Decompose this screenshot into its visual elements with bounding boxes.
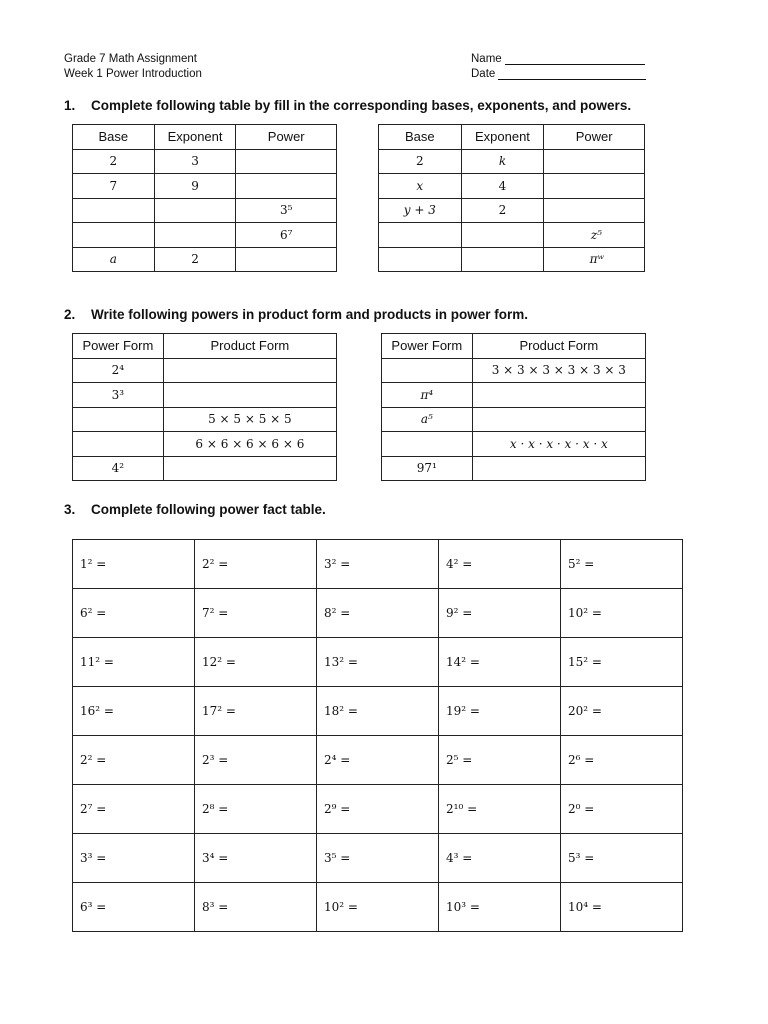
power-fact-cell[interactable]: 7² = [195, 589, 317, 638]
table-row [73, 638, 683, 687]
power-fact-cell[interactable]: 19² = [439, 687, 561, 736]
power-fact-cell[interactable]: 2⁴ = [317, 736, 439, 785]
question-number: 2. [64, 307, 76, 322]
power-cell: πʷ [544, 247, 645, 272]
power-fact-cell[interactable]: 4³ = [439, 834, 561, 883]
power-fact-cell[interactable]: 8² = [317, 589, 439, 638]
question-text: Complete following table by fill in the corresponding bases, exponents, and powers. [91, 98, 632, 113]
question-1 [64, 98, 631, 113]
power-form-cell: π⁴ [382, 383, 473, 408]
header-product-form: Product Form [472, 334, 645, 359]
q2-right-table [381, 333, 646, 481]
base-cell: 2 [73, 149, 155, 174]
table-row [382, 456, 646, 481]
power-fact-cell[interactable]: 10⁴ = [561, 883, 683, 932]
exponent-cell: 4 [461, 174, 544, 199]
base-cell[interactable] [73, 198, 155, 223]
power-fact-cell[interactable]: 2⁹ = [317, 785, 439, 834]
power-fact-cell[interactable]: 13² = [317, 638, 439, 687]
base-cell: x [379, 174, 462, 199]
power-fact-cell[interactable]: 10³ = [439, 883, 561, 932]
exponent-cell: k [461, 149, 544, 174]
date-field[interactable] [498, 67, 646, 80]
table-header-row [382, 334, 646, 359]
table-row [73, 247, 337, 272]
power-fact-cell[interactable]: 5³ = [561, 834, 683, 883]
header-exponent: Exponent [461, 125, 544, 150]
base-cell: 2 [379, 149, 462, 174]
power-fact-cell[interactable]: 11² = [73, 638, 195, 687]
power-fact-table [72, 539, 683, 932]
table-row [73, 834, 683, 883]
base-cell: a [73, 247, 155, 272]
table-row [73, 540, 683, 589]
table-row [73, 736, 683, 785]
power-form-cell[interactable] [382, 358, 473, 383]
table-header-row [379, 125, 645, 150]
product-form-cell[interactable] [472, 407, 645, 432]
product-form-cell: 3 × 3 × 3 × 3 × 3 × 3 [472, 358, 645, 383]
power-form-cell[interactable] [73, 407, 164, 432]
name-field[interactable] [505, 52, 645, 65]
q2-left-table [72, 333, 337, 481]
exponent-cell[interactable] [461, 247, 544, 272]
power-cell[interactable] [544, 198, 645, 223]
power-cell: 3⁵ [236, 198, 337, 223]
table-row [382, 407, 646, 432]
week-title: Week 1 Power Introduction [64, 68, 202, 80]
table-row [379, 223, 645, 248]
power-fact-cell[interactable]: 6³ = [73, 883, 195, 932]
power-fact-cell[interactable]: 6² = [73, 589, 195, 638]
exponent-cell: 3 [154, 149, 236, 174]
table-row [73, 432, 337, 457]
product-form-cell: x · x · x · x · x · x [472, 432, 645, 457]
power-fact-cell[interactable]: 17² = [195, 687, 317, 736]
exponent-cell: 2 [154, 247, 236, 272]
table-row [73, 687, 683, 736]
power-cell[interactable] [236, 174, 337, 199]
power-cell[interactable] [236, 247, 337, 272]
header-power-form: Power Form [73, 334, 164, 359]
power-form-cell: 4² [73, 456, 164, 481]
header-base: Base [379, 125, 462, 150]
power-cell[interactable] [544, 149, 645, 174]
table-row [73, 589, 683, 638]
power-fact-cell[interactable]: 9² = [439, 589, 561, 638]
q1-left-table [72, 124, 337, 272]
power-form-cell: 97¹ [382, 456, 473, 481]
product-form-cell: 6 × 6 × 6 × 6 × 6 [163, 432, 336, 457]
product-form-cell[interactable] [163, 383, 336, 408]
product-form-cell: 5 × 5 × 5 × 5 [163, 407, 336, 432]
table-row [379, 174, 645, 199]
power-form-cell[interactable] [73, 432, 164, 457]
base-cell[interactable] [379, 223, 462, 248]
power-fact-cell[interactable]: 2⁰ = [561, 785, 683, 834]
power-fact-cell[interactable]: 14² = [439, 638, 561, 687]
name-date-block [471, 52, 646, 82]
table-row [73, 383, 337, 408]
table-row [73, 198, 337, 223]
header-product-form: Product Form [163, 334, 336, 359]
power-fact-cell[interactable]: 20² = [561, 687, 683, 736]
question-number: 1. [64, 98, 76, 113]
header-exponent: Exponent [154, 125, 236, 150]
power-fact-cell[interactable]: 18² = [317, 687, 439, 736]
power-fact-cell[interactable]: 2⁵ = [439, 736, 561, 785]
base-cell[interactable] [73, 223, 155, 248]
question-3 [64, 502, 326, 517]
table-row [73, 407, 337, 432]
table-row [73, 358, 337, 383]
power-fact-cell[interactable]: 10² = [561, 589, 683, 638]
table-row [73, 456, 337, 481]
power-fact-cell[interactable]: 2⁷ = [73, 785, 195, 834]
power-fact-cell[interactable]: 15² = [561, 638, 683, 687]
power-fact-cell[interactable]: 5² = [561, 540, 683, 589]
header-power: Power [236, 125, 337, 150]
exponent-cell[interactable] [154, 198, 236, 223]
power-fact-cell[interactable]: 2³ = [195, 736, 317, 785]
table-row [73, 174, 337, 199]
table-row [382, 358, 646, 383]
power-form-cell: 2⁴ [73, 358, 164, 383]
table-row [73, 149, 337, 174]
power-form-cell: a⁵ [382, 407, 473, 432]
product-form-cell[interactable] [472, 383, 645, 408]
power-fact-cell[interactable]: 1² = [73, 540, 195, 589]
header-power: Power [544, 125, 645, 150]
power-fact-cell[interactable]: 2⁶ = [561, 736, 683, 785]
base-cell[interactable] [379, 247, 462, 272]
assignment-header [64, 52, 202, 82]
table-row [73, 223, 337, 248]
date-label: Date [471, 68, 496, 80]
base-cell: 7 [73, 174, 155, 199]
table-row [379, 149, 645, 174]
power-fact-cell[interactable]: 3⁴ = [195, 834, 317, 883]
exponent-cell: 2 [461, 198, 544, 223]
question-text: Write following powers in product form and products in power form. [91, 307, 529, 322]
table-row [379, 247, 645, 272]
exponent-cell[interactable] [461, 223, 544, 248]
question-2 [64, 307, 528, 322]
power-fact-cell[interactable]: 3² = [317, 540, 439, 589]
table-header-row [73, 334, 337, 359]
power-cell: z⁵ [544, 223, 645, 248]
power-fact-cell[interactable]: 2² = [73, 736, 195, 785]
table-row [73, 785, 683, 834]
table-row [382, 383, 646, 408]
product-form-cell[interactable] [472, 456, 645, 481]
question-number: 3. [64, 502, 76, 517]
power-fact-cell[interactable]: 12² = [195, 638, 317, 687]
base-cell: y + 3 [379, 198, 462, 223]
exponent-cell: 9 [154, 174, 236, 199]
power-fact-cell[interactable]: 2⁸ = [195, 785, 317, 834]
product-form-cell[interactable] [163, 456, 336, 481]
power-form-cell: 3³ [73, 383, 164, 408]
power-form-cell[interactable] [382, 432, 473, 457]
table-row [379, 198, 645, 223]
power-fact-cell[interactable]: 16² = [73, 687, 195, 736]
table-row [382, 432, 646, 457]
power-fact-cell[interactable]: 2¹⁰ = [439, 785, 561, 834]
table-row [73, 883, 683, 932]
header-power-form: Power Form [382, 334, 473, 359]
power-cell: 6⁷ [236, 223, 337, 248]
exponent-cell[interactable] [154, 223, 236, 248]
power-fact-cell[interactable]: 3³ = [73, 834, 195, 883]
table-header-row [73, 125, 337, 150]
product-form-cell[interactable] [163, 358, 336, 383]
question-text: Complete following power fact table. [91, 502, 326, 517]
power-fact-cell[interactable]: 8³ = [195, 883, 317, 932]
power-cell[interactable] [236, 149, 337, 174]
power-fact-cell[interactable]: 10² = [317, 883, 439, 932]
name-label: Name [471, 53, 502, 65]
header-base: Base [73, 125, 155, 150]
power-fact-cell[interactable]: 3⁵ = [317, 834, 439, 883]
course-title: Grade 7 Math Assignment [64, 53, 197, 65]
power-fact-cell[interactable]: 4² = [439, 540, 561, 589]
power-fact-cell[interactable]: 2² = [195, 540, 317, 589]
power-cell[interactable] [544, 174, 645, 199]
q1-right-table [378, 124, 645, 272]
